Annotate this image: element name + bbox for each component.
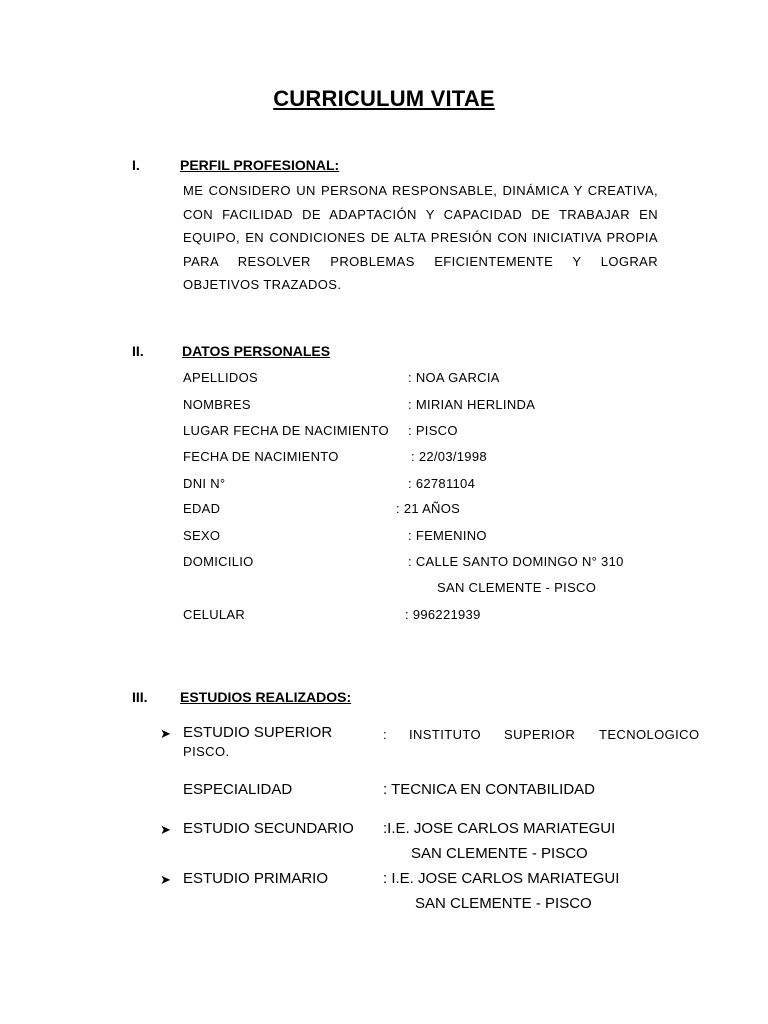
datos-label: LUGAR FECHA DE NACIMIENTO: [183, 423, 389, 438]
datos-value: : FEMENINO: [408, 528, 487, 543]
datos-label: SEXO: [183, 528, 221, 543]
datos-value: : 996221939: [405, 607, 481, 622]
estudio-superior-value-word: TECNOLOGICO: [599, 727, 700, 742]
section-number-perfil: I.: [132, 157, 140, 173]
datos-row: [183, 370, 743, 390]
datos-value: : MIRIAN HERLINDA: [408, 397, 536, 412]
datos-label: EDAD: [183, 501, 221, 516]
estudio-secundario-value: :I.E. JOSE CARLOS MARIATEGUI: [383, 820, 616, 837]
section-number-estudios: III.: [132, 689, 148, 705]
datos-label: CELULAR: [183, 607, 246, 622]
datos-row: [183, 476, 743, 496]
datos-label: FECHA DE NACIMIENTO: [183, 449, 339, 464]
section-heading-estudios: ESTUDIOS REALIZADOS:: [180, 689, 352, 705]
estudio-superior-value-word: INSTITUTO: [409, 727, 481, 742]
datos-row: [183, 397, 743, 417]
estudio-secundario-place: SAN CLEMENTE - PISCO: [411, 845, 588, 862]
datos-row: [183, 554, 743, 574]
estudio-superior-label: ESTUDIO SUPERIOR: [183, 724, 333, 741]
estudio-secundario-label: ESTUDIO SECUNDARIO: [183, 820, 354, 837]
datos-row: [183, 501, 743, 521]
datos-label: NOMBRES: [183, 397, 251, 412]
datos-row: [183, 528, 743, 548]
datos-value: : NOA GARCIA: [408, 370, 500, 385]
datos-label: APELLIDOS: [183, 370, 258, 385]
datos-value: : 21 AÑOS: [396, 501, 461, 516]
perfil-paragraph: ME CONSIDERO UN PERSONA RESPONSABLE, DINÁMICA Y CREATIVA, CON FACILIDAD DE ADAPTACIÓN Y CAPACIDAD DE TRABAJAR EN EQUIPO, EN CONDICIONES DE ALTA PRESIÓN CON INICIATIVA PROPIA PARA RESOLVER PROBLEMAS EFICIENTEMENTE Y LOGRAR OBJETIVOS TRAZADOS.: [183, 183, 658, 293]
especialidad-label: ESPECIALIDAD: [183, 781, 293, 798]
estudio-superior-value-word: SUPERIOR: [504, 727, 576, 742]
page-title: CURRICULUM VITAE: [273, 86, 495, 111]
arrow-bullet-icon: ➤: [160, 872, 171, 887]
datos-row: [183, 580, 743, 600]
datos-row: [183, 423, 743, 443]
arrow-bullet-icon: ➤: [160, 726, 171, 741]
datos-value: : PISCO: [408, 423, 458, 438]
datos-value: : CALLE SANTO DOMINGO N° 310: [408, 554, 624, 569]
arrow-bullet-icon: ➤: [160, 822, 171, 837]
datos-row: [183, 449, 743, 469]
estudio-primario-place: SAN CLEMENTE - PISCO: [415, 895, 592, 912]
estudio-superior-value-cont: PISCO.: [183, 744, 230, 759]
datos-value: : 62781104: [408, 476, 476, 491]
datos-value: SAN CLEMENTE - PISCO: [437, 580, 597, 595]
datos-row: [183, 607, 743, 627]
estudio-primario-value: : I.E. JOSE CARLOS MARIATEGUI: [383, 870, 620, 887]
datos-value: : 22/03/1998: [411, 449, 487, 464]
estudio-superior-colon: :: [383, 727, 388, 742]
datos-label: DNI N°: [183, 476, 226, 491]
datos-label: DOMICILIO: [183, 554, 254, 569]
section-number-datos: II.: [132, 343, 144, 359]
estudio-primario-label: ESTUDIO PRIMARIO: [183, 870, 329, 887]
section-heading-perfil: PERFIL PROFESIONAL:: [180, 157, 340, 173]
especialidad-value: : TECNICA EN CONTABILIDAD: [383, 781, 595, 798]
section-heading-datos: DATOS PERSONALES: [182, 343, 331, 359]
